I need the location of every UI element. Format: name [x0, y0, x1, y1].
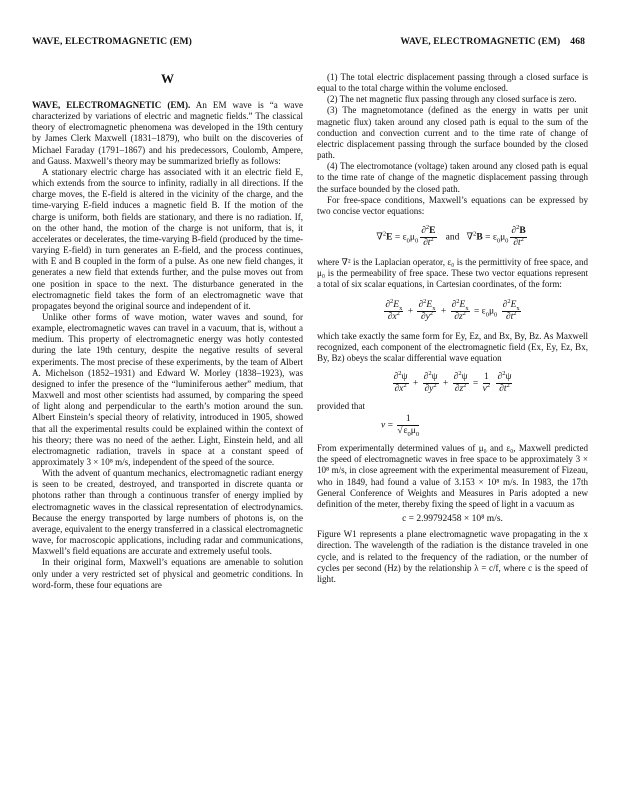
right-column — [317, 72, 588, 585]
law-2: (2) The net magnetic flux passing through any closed surface is zero. — [327, 94, 577, 105]
law-1: (1) The total electric displacement passing through a closed surface is equal to the total charge within the volume enclosed. — [317, 72, 588, 94]
running-head-right — [400, 36, 585, 47]
paragraph-same-form: which take exactly the same form for Ey, Ez, and Bx, By, Bz. As Maxwell recognized, each component of the electromagnetic field (Ex, Ey, Ez, Bx, By, Bz) obeys the scalar differential wave equation — [317, 330, 588, 363]
running-head-left: WAVE, ELECTROMAGNETIC (EM) — [32, 36, 192, 47]
equation-scalar-wave: $\frac{\partial^2\psi}{\partial x^2}$ + $\frac{\partial^2\psi}{\partial y^2}$ + $\frac{\partial^2\psi}{\partial z^2}$ = $\frac{1}{v^2}$ $\frac{\partial^2\psi}{\partial t^2}$ — [393, 369, 512, 394]
equation-velocity: v = $\frac{1}{√\varepsilon_0\mu_0}$ — [381, 414, 420, 439]
equation-vector-wave: $\nabla^2E = \varepsilon_0\mu_0$ $\frac{\partial^2E}{\partial t^2}$ and $\nabla^2B = \varepsilon_0\mu_0$ $\frac{\partial^2B}{\partial t^2}$ — [376, 223, 526, 249]
entry-term: WAVE, ELECTROMAGNETIC (EM). — [32, 100, 191, 110]
equation-and-word: and — [445, 232, 460, 243]
paragraph-quantum: With the advent of quantum mechanics, electromagnetic radiant energy is seen to be created, destroyed, and transported in discrete quanta or photons rather than through a continuous transfer of energy implied by electromagnetic waves in the classical representation of electrodynamics. Because the energy transported by large numbers of photons is, on the average, equivalent to the energy transferred in a classical electromagnetic wave, for macroscopic applications, including radar and communications, Maxwell’s field equations are accurate and extremely useful tools. — [32, 468, 303, 557]
running-head-right-title: WAVE, ELECTROMAGNETIC (EM) — [400, 36, 561, 47]
left-column — [32, 70, 303, 591]
running-head — [32, 36, 585, 50]
paragraph-free-space: For free-space conditions, Maxwell’s equations can be expressed by two concise vector equations: — [317, 194, 588, 216]
entry-intro-text: An EM wave is “a wave characterized by variations of electric and magnetic fields.” The classical theory of electromagnetic phenomena was developed in the 19th century by James Clerk Maxwell (1831–1879), who built on the discoveries of Michael Faraday (1791–1867) and his predecessors, Coulomb, Ampere, and Gauss. Maxwell’s theory may be summarized briefly as follows: — [32, 100, 303, 166]
paragraph-stationary-charge: A stationary electric charge has associated with it an electric field E, which extends from the source to infinity, radially in all directions. If the charge moves, the E-field is altered in the vicinity of the charge, and the time-varying E-field induces a magnetic field B. If the motion of the charge is uniform, both fields are stationary, and there is no radiation. If, on the other hand, the motion of the charge is not uniform, that is, it accelerates or decelerates, the time-varying B-field (produced by the time-varying E-field) in turn generates an E-field, and the process continues, with E and B coupled in the form of a pulse. As one new field changes, it generates a new field that extends further, and the pulse moves out from one position in space to the next. The disturbance generated in the electromagnetic field takes the form of an electromagnetic wave that propagates beyond the original source and independent of it. — [32, 166, 303, 311]
paragraph-provided: provided that — [317, 400, 365, 411]
paragraph-where: where ∇² is the Laplacian operator, ε₀ is the permittivity of free space, and μ₀ is the permeability of free space. These two vector equations represent a total of six scalar equations, in Cartesian coordinates, of the form: — [317, 257, 588, 290]
law-4: (4) The electromotance (voltage) taken around any closed path is equal to the time rate of change of the magnetic displacement passing through the surface bounded by the closed path. — [317, 161, 588, 194]
entry-intro-paragraph — [32, 100, 303, 167]
law-3: (3) The magnetomotance (defined as the energy in watts per unit magnetic flux) taken around any closed path is equal to the sum of the conduction and convection current and to the time rate of change of electric displacement passing through the surface bounded by the closed path. — [317, 105, 588, 161]
section-letter: W — [161, 71, 174, 86]
paragraph-vacuum: Unlike other forms of wave motion, water waves and sound, for example, electromagnetic waves can travel in a vacuum, that is, without a medium. This property of electromagnetic energy was hotly contested during the late 19th century, despite the negative results of several experiments. The most precise of these experiments, by the team of Albert A. Michelson (1852–1931) and Edward W. Morley (1838–1923), was designed to infer the presence of the “luminiferous aether” medium, that Maxwell and most other scientists had assumed, by comparing the speed of light along and perpendicular to the earth’s motion around the sun. Albert Einstein’s special theory of relativity, introduced in 1905, showed that all the experimental results could be explained within the context of his theory; there was no need of the aether. Light, Einstein held, and all electromagnetic radiation, travels in space at a constant speed of approximately 3 × 10⁸ m/s, independent of the speed of the source. — [32, 311, 303, 467]
paragraph-from-experiment: From experimentally determined values of μ₀ and ε₀, Maxwell predicted the speed of electromagnetic waves in free space to be approximately 3 × 10⁸ m/s, in close agreement with the experimental measurement of Fizeau, who in 1849, had found a value of 3.153 × 10⁸ m/s. In 1983, the 17th General Conference of Weights and Measures in Paris adopted a new definition of the meter, thereby fixing the speed of light in a vacuum as — [317, 443, 588, 509]
paragraph-original-form: In their original form, Maxwell’s equations are amenable to solution only under a very restricted set of physical and geometric conditions. In word-form, these four equations are — [32, 557, 303, 590]
equation-scalar-component: $\frac{\partial^2E_x}{\partial x^2}$ + $\frac{\partial^2E_x}{\partial y^2}$ + $\frac{\partial^2E_x}{\partial z^2}$ = $\varepsilon_0\mu_0$ $\frac{\partial^2E_x}{\partial t^2}$ — [385, 297, 520, 322]
page-number: 468 — [570, 36, 585, 47]
equation-speed-of-light: c = 2.99792458 × 10⁸ m/s. — [402, 514, 503, 525]
paragraph-figure-w1: Figure W1 represents a plane electromagnetic wave propagating in the x direction. The wavelength of the radiation is the distance traveled in one cycle, and is related to the frequency of the radiation, or the number of cycles per second (Hz) by the relationship λ = c/f, where c is the speed of light. — [317, 529, 588, 584]
